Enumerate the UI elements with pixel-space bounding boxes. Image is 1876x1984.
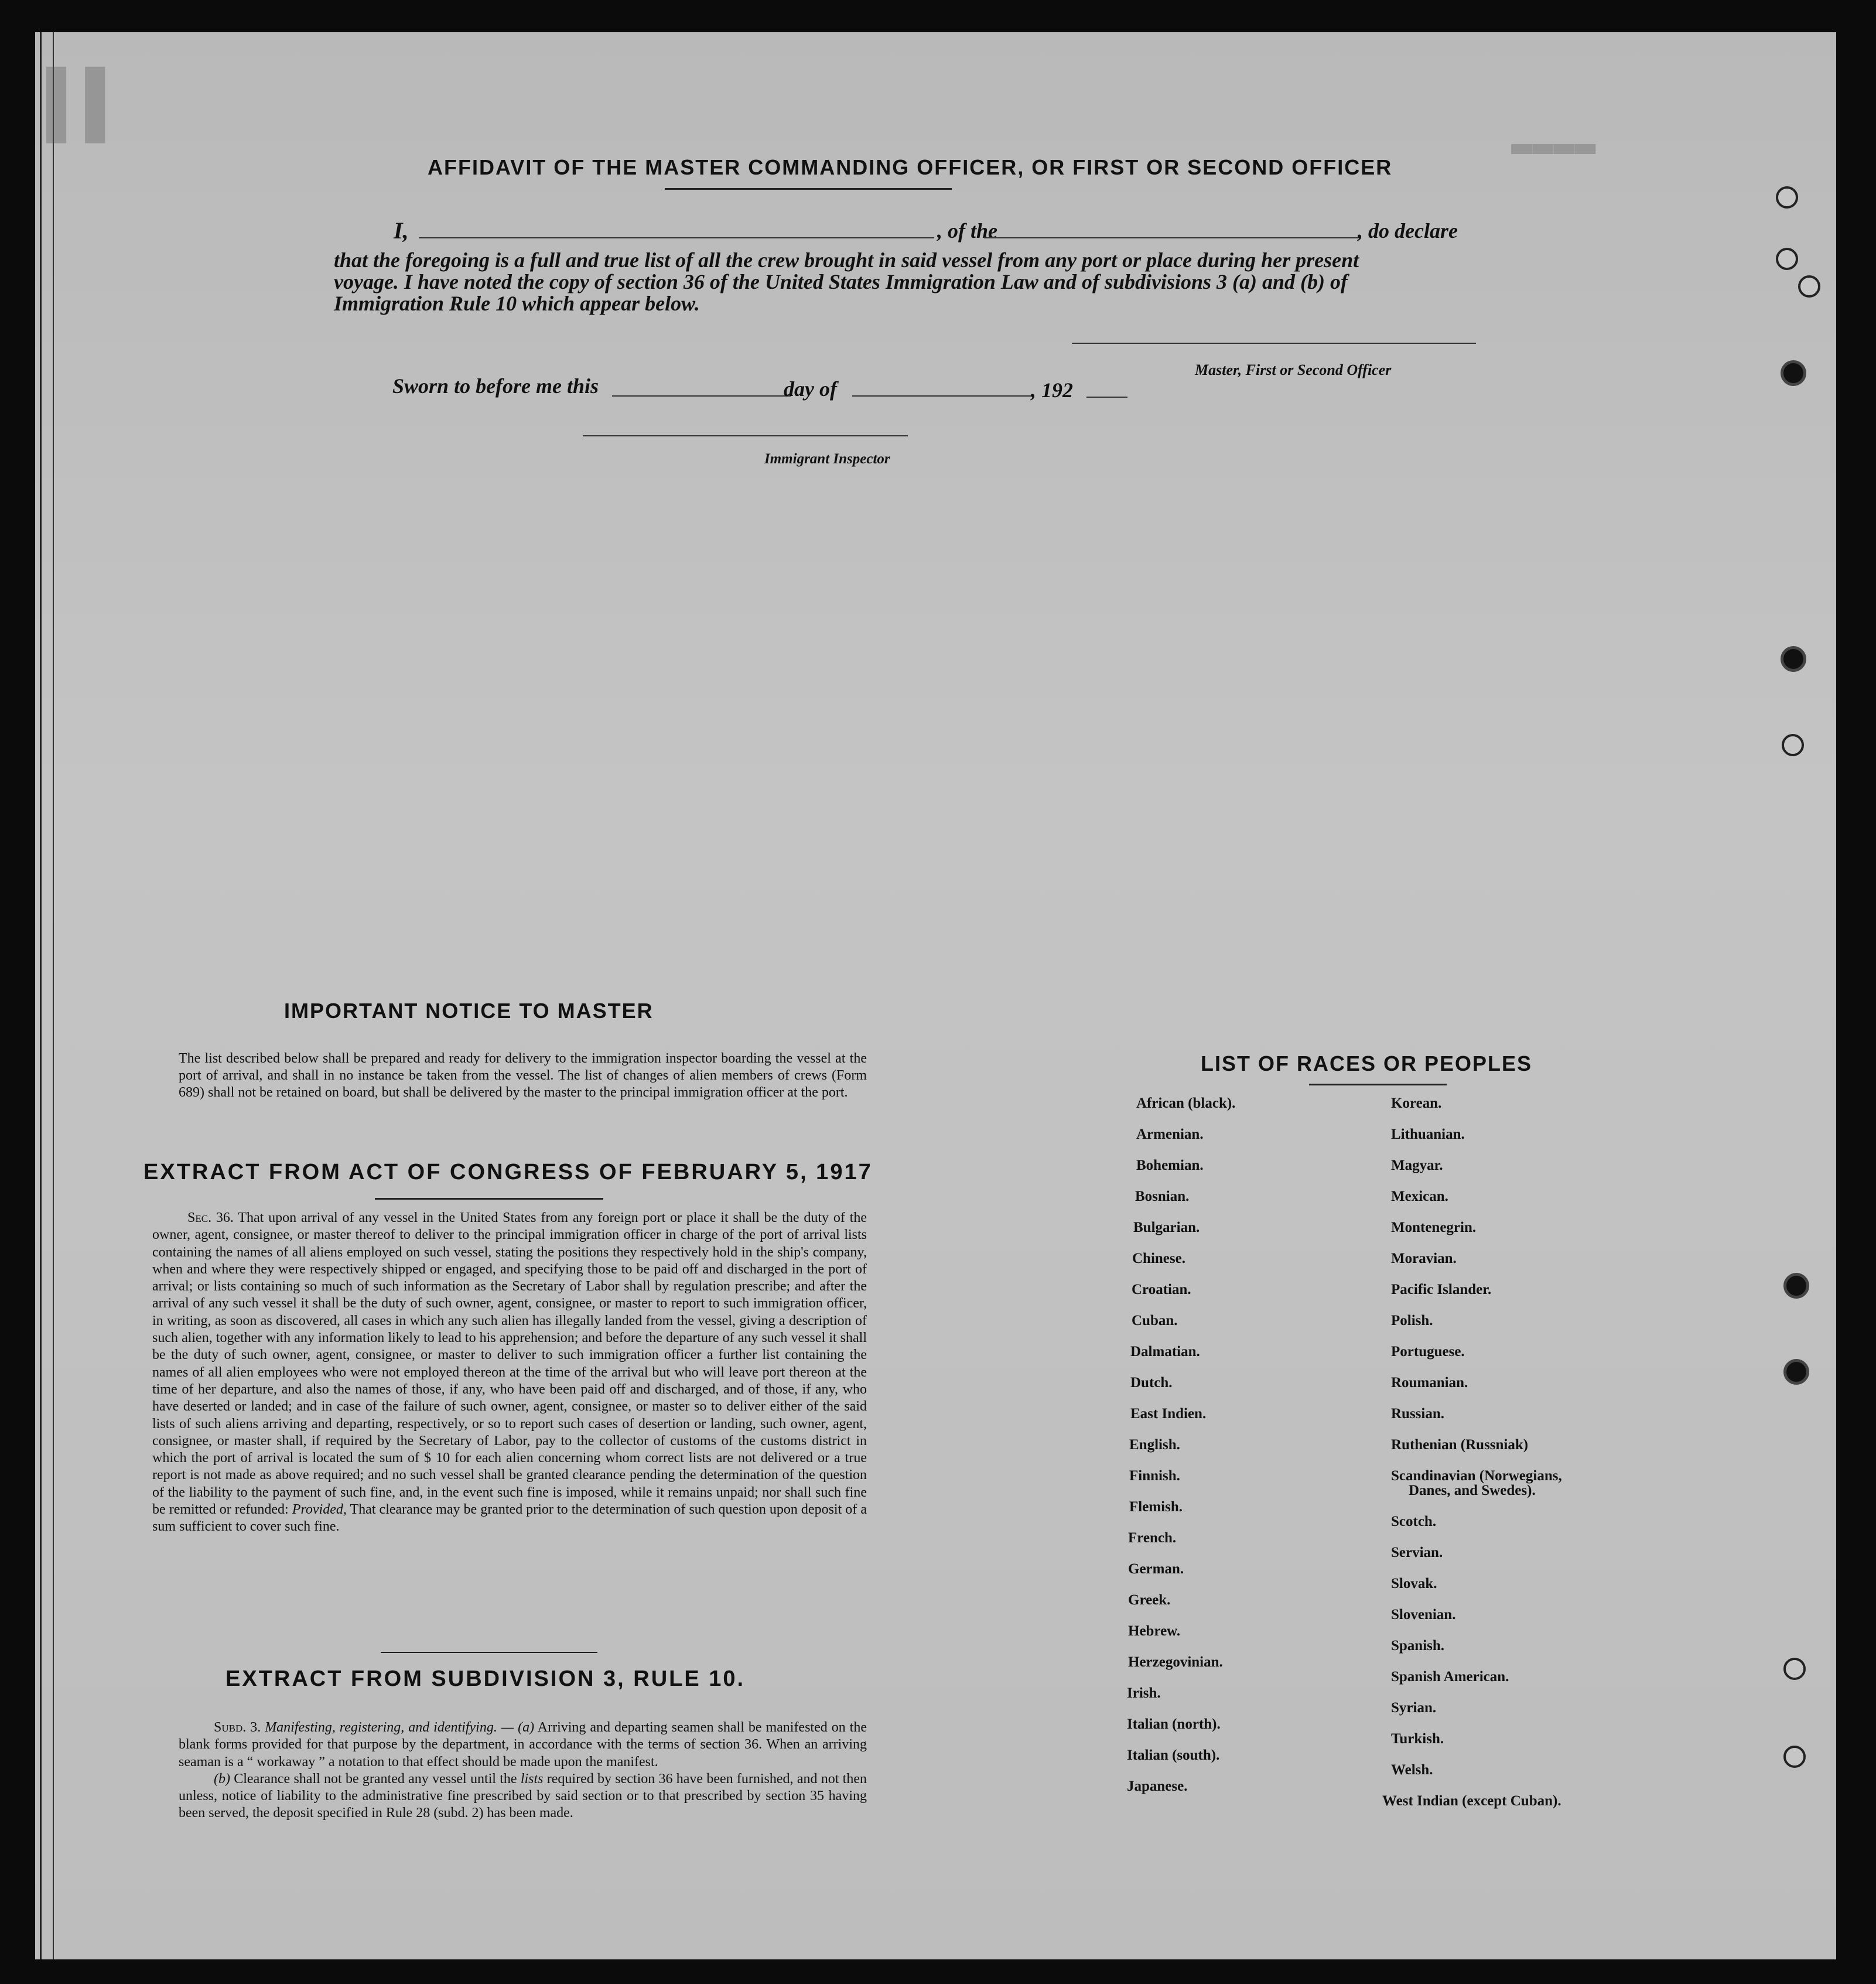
race-left-item: East Indien. xyxy=(1130,1406,1207,1422)
extract1-title: EXTRACT FROM ACT OF CONGRESS OF FEBRUARY 5, 1917 xyxy=(143,1160,873,1184)
race-left-item: German. xyxy=(1128,1561,1184,1577)
race-left-item: Irish. xyxy=(1127,1685,1161,1701)
year-blank-line xyxy=(1086,397,1127,398)
race-right-item: Korean. xyxy=(1391,1095,1442,1111)
notice-title: IMPORTANT NOTICE TO MASTER xyxy=(284,999,654,1023)
race-right-item: Syrian. xyxy=(1391,1700,1437,1716)
race-right-item: Portuguese. xyxy=(1391,1344,1465,1360)
punch-hole xyxy=(1781,360,1806,386)
punch-hole xyxy=(1783,1658,1806,1680)
race-right-item: West Indian (except Cuban). xyxy=(1382,1793,1561,1809)
inspector-label: Immigrant Inspector xyxy=(764,451,890,467)
extract2-title: EXTRACT FROM SUBDIVISION 3, RULE 10. xyxy=(225,1667,746,1691)
race-right-item: Magyar. xyxy=(1391,1157,1443,1173)
title-underline xyxy=(665,188,952,190)
race-right-item: Moravian. xyxy=(1391,1251,1457,1266)
punch-hole xyxy=(1781,646,1806,672)
day-blank-line xyxy=(612,395,791,397)
race-left-item: Italian (north). xyxy=(1127,1716,1221,1732)
document-page xyxy=(35,32,1836,1959)
race-left-item: Hebrew. xyxy=(1128,1623,1181,1639)
race-left-item: Flemish. xyxy=(1129,1499,1183,1515)
vessel-blank-line xyxy=(984,237,1359,238)
race-right-item: Scotch. xyxy=(1391,1514,1437,1529)
subd-a-label: — (a) xyxy=(501,1720,535,1735)
extract1-underline xyxy=(375,1198,603,1200)
subd-a-body: Arriving and departing seamen shall be manifested on the blank forms provided for that purpose by the department, in accordance with the terms of section 36. When an arriving seaman is a “ workaway ” a notation to that effect should be made upon the manifest. xyxy=(179,1720,867,1770)
sworn-text: Sworn to before me this xyxy=(392,374,599,398)
race-right-item: Danes, and Swedes). xyxy=(1409,1483,1536,1498)
affidavit-i: I, xyxy=(394,217,409,244)
inspector-signature-line xyxy=(583,435,908,436)
race-right-item: Welsh. xyxy=(1391,1762,1433,1778)
race-left-item: Dalmatian. xyxy=(1130,1344,1200,1360)
race-left-item: English. xyxy=(1129,1437,1180,1453)
punch-hole xyxy=(1776,186,1798,209)
subd-b-lists: lists xyxy=(520,1771,544,1787)
race-left-item: French. xyxy=(1128,1530,1177,1546)
subd-b-body-2: required by section 36 have been furnished, and not then unless, notice of liability to the administrative fine prescribed by said section or to that prescribed by section 35 having been served, the deposit specified in Rule 28 (subd. 2) has been made. xyxy=(179,1771,867,1821)
race-left-item: Chinese. xyxy=(1132,1251,1185,1266)
section-label: Sec. 36. xyxy=(187,1210,234,1225)
month-blank-line xyxy=(852,395,1034,397)
race-left-item: Herzegovinian. xyxy=(1128,1654,1223,1670)
punch-hole xyxy=(1776,248,1798,270)
race-right-item: Pacific Islander. xyxy=(1391,1282,1492,1297)
section36-body-end: That clearance may be granted prior to the determination of such question upon deposit of a sum sufficient to cover such fine. xyxy=(152,1502,867,1535)
race-right-item: Scandinavian (Norwegians, xyxy=(1391,1468,1562,1484)
race-right-item: Montenegrin. xyxy=(1391,1220,1477,1235)
race-left-item: Croatian. xyxy=(1132,1282,1191,1297)
divider xyxy=(381,1652,597,1653)
punch-hole xyxy=(1783,1273,1809,1299)
notice-body: The list described below shall be prepared and ready for delivery to the immigration inspector boarding the vessel at the port of arrival, and shall in no instance be taken from the vessel. The list of changes of alien members of crews (Form 689) shall not be retained on board, but shall be delivered by the master to the principal immigration officer at the port. xyxy=(179,1051,867,1100)
race-left-item: Bohemian. xyxy=(1136,1157,1204,1173)
race-right-item: Turkish. xyxy=(1391,1731,1444,1747)
race-left-item: Bosnian. xyxy=(1135,1189,1190,1204)
race-left-item: African (black). xyxy=(1136,1095,1236,1111)
race-right-item: Roumanian. xyxy=(1391,1375,1468,1391)
race-left-item: Italian (south). xyxy=(1127,1747,1220,1763)
race-right-item: Mexican. xyxy=(1391,1189,1448,1204)
bleed-through: ▌▌ xyxy=(47,67,125,142)
affidavit-line4: Immigration Rule 10 which appear below. xyxy=(334,292,700,315)
race-left-item: Armenian. xyxy=(1136,1126,1204,1142)
affidavit-line2: that the foregoing is a full and true list of all the crew brought in said vessel from any port or place during her present xyxy=(334,248,1359,272)
name-blank-line xyxy=(419,237,934,238)
year-text: , 192 xyxy=(1031,378,1073,402)
race-left-item: Bulgarian. xyxy=(1133,1220,1200,1235)
race-right-item: Slovenian. xyxy=(1391,1607,1456,1623)
race-left-item: Dutch. xyxy=(1130,1375,1173,1391)
affidavit-do-declare: , do declare xyxy=(1358,219,1458,243)
race-right-item: Ruthenian (Russniak) xyxy=(1391,1437,1529,1453)
affidavit-line3: voyage. I have noted the copy of section 36 of the United States Immigration Law and of subdivisions 3 (a) and (b) of xyxy=(334,270,1348,293)
race-right-item: Russian. xyxy=(1391,1406,1445,1422)
left-border-line-inner xyxy=(53,32,54,1959)
left-border-line xyxy=(40,32,42,1959)
provided-word: Provided, xyxy=(292,1502,347,1518)
race-right-item: Polish. xyxy=(1391,1313,1433,1329)
subd-heading: Manifesting, registering, and identifying. xyxy=(265,1720,497,1735)
race-left-item: Japanese. xyxy=(1127,1778,1188,1794)
bleed-through: ▬▬▬▬ xyxy=(1511,126,1596,167)
affidavit-title: AFFIDAVIT OF THE MASTER COMMANDING OFFICER, OR FIRST OR SECOND OFFICER xyxy=(428,155,1393,179)
affidavit-of-the: , of the xyxy=(937,219,997,243)
subd-b-body-1: Clearance shall not be granted any vessel until the xyxy=(234,1771,517,1787)
day-of-text: day of xyxy=(784,377,837,401)
race-left-item: Finnish. xyxy=(1129,1468,1180,1484)
punch-hole xyxy=(1798,275,1820,298)
master-signature-line xyxy=(1072,343,1476,344)
race-right-item: Spanish American. xyxy=(1391,1669,1509,1685)
master-label: Master, First or Second Officer xyxy=(1195,361,1392,378)
punch-hole xyxy=(1783,1746,1806,1768)
race-right-item: Lithuanian. xyxy=(1391,1126,1465,1142)
race-right-item: Spanish. xyxy=(1391,1638,1445,1654)
race-right-item: Slovak. xyxy=(1391,1576,1437,1592)
punch-hole xyxy=(1782,734,1804,756)
race-left-item: Cuban. xyxy=(1132,1313,1178,1329)
subd-b-label: (b) xyxy=(214,1771,230,1787)
races-title: LIST OF RACES OR PEOPLES xyxy=(1201,1051,1533,1075)
punch-hole xyxy=(1783,1359,1809,1385)
section36-text xyxy=(152,1210,867,1536)
section36-body: That upon arrival of any vessel in the United States from any foreign port or place it shall be the duty of the owner, agent, consignee, or master thereof to deliver to the principal immigration officer in charge of the port of arrival lists containing the names of all aliens employed on such vessel, stating the positions they respectively hold in the ship's company, when and where they were respectively shipped or engaged, and specifying those to be paid off and discharged in the port of arrival; or lists containing so much of such information as the Secretary of Labor shall by regulation prescribe; and after the arrival of any such vessel it shall be the duty of such owner, agent, consignee, or master to report to such immigration officer, in writing, as soon as discovered, all cases in which any such alien has illegally landed from the vessel, giving a description of such alien, together with any information likely to lead to his apprehension; and before the departure of any such vessel it shall be the duty of such owner, agent, consignee, or master to deliver to such immigration officer a further list containing the names of all alien employees who were not employed thereon at the time of the arrival but who will leave port thereon at the time of her departure, and also the names of those, if any, who have been paid off and discharged, and of those, if any, who have deserted or landed; and in case of the failure of such owner, agent, consignee, or master so to deliver either of the said lists of such aliens arriving and departing, respectively, or so to report such cases of desertion or landing, such owner, agent, consignee, or master shall, if required by the Secretary of Labor, pay to the collector of customs of the customs district in which the port of arrival is located the sum of $ 10 for each alien concerning whom correct lists are not delivered or a true report is not made as above required; and no such vessel shall be granted clearance pending the determination of the question of the liability to the payment of such fine, and, in the event such fine is imposed, while it remains unpaid; nor shall such fine be remitted or refunded: xyxy=(152,1210,867,1518)
race-right-item: Servian. xyxy=(1391,1545,1443,1560)
races-underline xyxy=(1309,1084,1447,1085)
subd-label: Subd. 3. xyxy=(214,1720,261,1735)
subdivision3-text xyxy=(179,1719,867,1822)
race-left-item: Greek. xyxy=(1128,1592,1171,1608)
